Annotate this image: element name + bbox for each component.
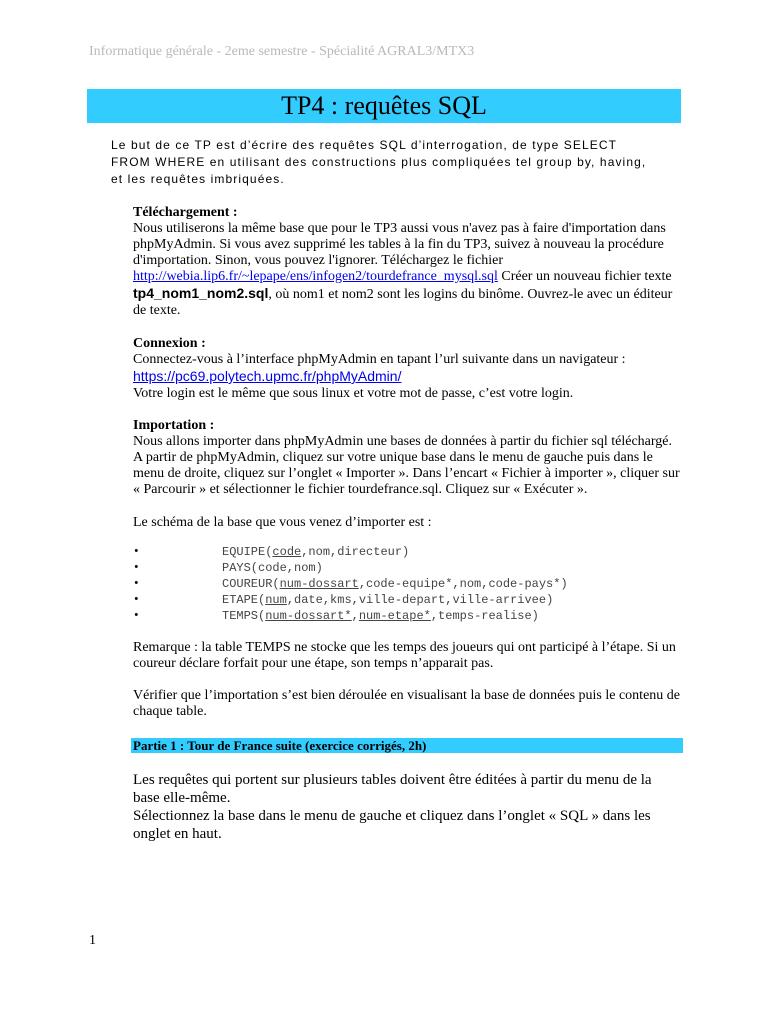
phpmyadmin-link[interactable]: https://pc69.polytech.upmc.fr/phpMyAdmin/ bbox=[133, 368, 402, 384]
bullet-icon: • bbox=[133, 594, 140, 606]
primary-key: num-etape* bbox=[358, 609, 431, 623]
requetes-paragraph bbox=[133, 771, 673, 843]
page-title: TP4 : requêtes SQL bbox=[87, 89, 681, 123]
telechargement-text-3: , où nom1 et nom2 sont les logins du binôme. Ouvrez-le avec un éditeur de texte. bbox=[133, 287, 673, 318]
importation-text: Nous allons importer dans phpMyAdmin une bases de données à partir du fichier sql téléchargé. A partir de phpMyAdmin, cliquez sur votre unique base dans le menu de gauche puis dans le menu de droite, cliquez sur l’onglet « Importer ». Dans l’encart « Fichier à importer », cliquer sur « Parcourir » et sélectionner le fichier tourdefrance.sql. Cliquez sur « Exécuter ». bbox=[133, 434, 680, 497]
bullet-icon: • bbox=[133, 578, 140, 590]
telechargement-text-2: Créer un nouveau fichier texte bbox=[497, 269, 672, 284]
primary-key: num-dossart bbox=[279, 577, 359, 591]
schema-text: ETAPE(num,date,kms,ville-depart,ville-arrivee) bbox=[222, 593, 554, 607]
page-number: 1 bbox=[89, 933, 96, 948]
schema-item-etape bbox=[133, 592, 681, 608]
primary-key: num bbox=[265, 593, 287, 607]
schema-list bbox=[133, 544, 681, 624]
selection-text: Sélectionnez la base dans le menu de gauche et cliquez dans l’onglet « SQL » dans les onglet en haut. bbox=[133, 808, 651, 842]
primary-key: num-dossart* bbox=[265, 609, 352, 623]
remarque-paragraph: Remarque : la table TEMPS ne stocke que les temps des joueurs qui ont participé à l’étape. Si un coureur déclare forfait pour une étape, son temps n’apparait pas. bbox=[133, 640, 676, 671]
sql-file-link[interactable]: http://webia.lip6.fr/~lepape/ens/infogen2/tourdefrance_mysql.sql bbox=[133, 269, 498, 284]
bullet-icon: • bbox=[133, 562, 140, 574]
partie1-heading: Partie 1 : Tour de France suite (exercice corrigés, 2h) bbox=[131, 738, 683, 753]
bullet-icon: • bbox=[133, 610, 140, 622]
telechargement-text: Nous utiliserons la même base que pour le TP3 aussi vous n'avez pas à faire d'importation dans phpMyAdmin. Si vous avez supprimé les tables à la fin du TP3, suivez à nouveau la procédure d'importation. Sinon, vous pouvez l'ignorer. Téléchargez le fichier bbox=[133, 221, 666, 268]
bullet-icon: • bbox=[133, 546, 140, 558]
schema-text: TEMPS(num-dossart*,num-etape*,temps-realise) bbox=[222, 609, 539, 623]
page-header: Informatique générale - 2eme semestre - Spécialité AGRAL3/MTX3 bbox=[89, 44, 475, 59]
schema-item-pays bbox=[133, 560, 681, 576]
schema-item-temps bbox=[133, 608, 681, 624]
requetes-text: Les requêtes qui portent sur plusieurs tables doivent être éditées à partir du menu de la base elle-même. bbox=[133, 772, 652, 806]
connexion-section bbox=[133, 336, 681, 402]
schema-item-equipe bbox=[133, 544, 681, 560]
connexion-text: Connectez-vous à l’interface phpMyAdmin en tapant l’url suivante dans un navigateur : bbox=[133, 352, 626, 367]
schema-text: PAYS(code,nom) bbox=[222, 561, 323, 575]
primary-key: code bbox=[272, 545, 302, 559]
intro-paragraph: Le but de ce TP est d’écrire des requêtes SQL d’interrogation, de type SELECT FROM WHERE en utilisant des constructions plus compliquées tel group by, having, et les requêtes imbriquées. bbox=[111, 138, 647, 186]
schema-item-coureur bbox=[133, 576, 681, 592]
connexion-login-text: Votre login est le même que sous linux et votre mot de passe, c’est votre login. bbox=[133, 386, 574, 401]
connexion-heading: Connexion : bbox=[133, 336, 206, 351]
verifier-paragraph: Vérifier que l’importation s’est bien déroulée en visualisant la base de données puis le contenu de chaque table. bbox=[133, 688, 680, 719]
telechargement-heading: Téléchargement : bbox=[133, 205, 238, 220]
schema-text: EQUIPE(code,nom,directeur) bbox=[222, 545, 410, 559]
telechargement-section bbox=[133, 205, 681, 319]
schema-intro: Le schéma de la base que vous venez d’importer est : bbox=[133, 515, 432, 530]
importation-section bbox=[133, 418, 681, 498]
schema-text: COUREUR(num-dossart,code-equipe*,nom,code-pays*) bbox=[222, 577, 568, 591]
importation-heading: Importation : bbox=[133, 418, 215, 433]
output-filename: tp4_nom1_nom2.sql bbox=[133, 285, 269, 301]
